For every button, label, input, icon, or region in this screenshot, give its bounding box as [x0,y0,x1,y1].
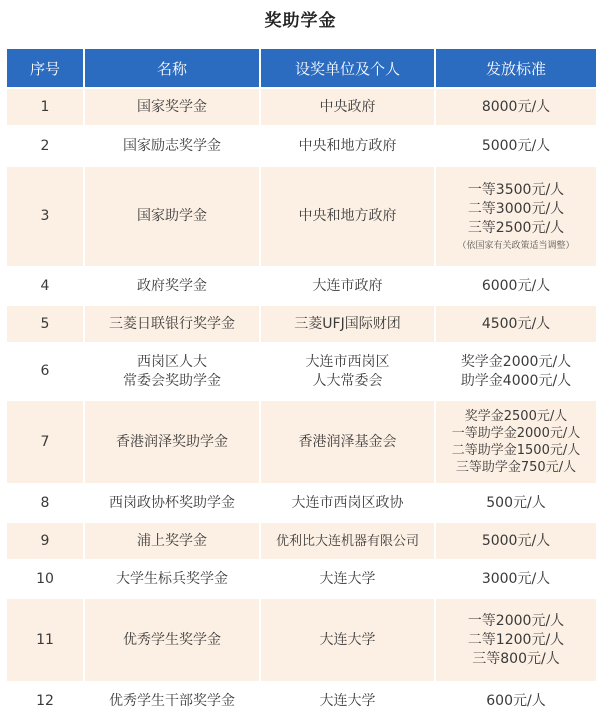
cell-no: 10 [6,560,84,598]
cell-unit [260,484,435,522]
cell-standard [435,484,597,522]
awarding-unit: 优利比大连机器有限公司 [275,533,419,549]
awarding-unit: 香港润泽基金会 [298,433,397,450]
awarding-unit: 大连市政府 [312,277,383,294]
awarding-unit: 大连大学 [319,692,376,709]
table-row [6,522,597,560]
award-standard: 5000元/人 [481,137,551,154]
table-row [6,484,597,522]
cell-unit [260,305,435,343]
cell-no: 2 [6,126,84,166]
cell-unit [260,126,435,166]
table-header-row [6,48,597,88]
header-unit: 设奖单位及个人 [260,48,435,88]
cell-no: 7 [6,400,84,484]
cell-name [84,560,260,598]
award-standard: 3000元/人 [481,570,551,587]
table-row [6,400,597,484]
cell-standard [435,682,597,720]
scholarship-name: 大学生标兵奖学金 [116,570,228,587]
header-no: 序号 [6,48,84,88]
cell-name [84,343,260,400]
cell-no: 1 [6,88,84,126]
cell-standard [435,598,597,682]
cell-standard [435,400,597,484]
cell-no: 9 [6,522,84,560]
cell-unit [260,166,435,267]
scholarship-name: 浦上奖学金 [137,532,207,549]
cell-unit [260,682,435,720]
award-standard: 5000元/人 [481,532,551,549]
awarding-unit: 大连市西岗区 [305,353,390,370]
award-standard: 8000元/人 [481,98,551,115]
award-standard: 一等2000元/人 [467,612,565,629]
cell-no: 4 [6,267,84,305]
policy-note: （依国家有关政策适当调整） [457,240,575,251]
table-row [6,88,597,126]
cell-standard [435,305,597,343]
scholarship-name: 常委会奖助学金 [123,372,221,389]
award-standard: 助学金4000元/人 [460,372,572,389]
scholarship-name: 国家奖学金 [137,98,207,115]
cell-no: 11 [6,598,84,682]
cell-unit [260,598,435,682]
award-standard: 一等3500元/人 [467,181,565,198]
award-standard: 三等助学金750元/人 [455,460,577,475]
cell-no: 5 [6,305,84,343]
award-standard: 奖学金2000元/人 [460,353,572,370]
table-row [6,305,597,343]
cell-name [84,166,260,267]
scholarship-table [5,47,598,721]
table-row [6,343,597,400]
table-row [6,682,597,720]
cell-unit [260,343,435,400]
scholarship-name: 香港润泽奖助学金 [116,433,228,450]
cell-standard [435,267,597,305]
cell-name [84,598,260,682]
award-standard: 二等3000元/人 [467,200,565,217]
cell-unit [260,522,435,560]
awarding-unit: 大连大学 [319,631,376,648]
awarding-unit: 中央政府 [319,98,376,115]
awarding-unit: 中央和地方政府 [298,208,397,224]
cell-name [84,522,260,560]
award-standard: 6000元/人 [481,277,551,294]
cell-name [84,400,260,484]
page-title: 奖助学金 [264,11,337,31]
table-row [6,126,597,166]
cell-unit [260,88,435,126]
cell-unit [260,400,435,484]
award-standard: 奖学金2500元/人 [464,409,568,424]
awarding-unit: 大连大学 [319,570,376,587]
cell-name [84,484,260,522]
award-standard: 500元/人 [486,494,546,511]
cell-name [84,126,260,166]
award-standard: 三等800元/人 [472,650,560,667]
header-standard: 发放标准 [435,48,597,88]
awarding-unit: 大连市西岗区政协 [291,494,404,511]
cell-standard [435,126,597,166]
awarding-unit: 中央和地方政府 [298,137,397,154]
scholarship-name: 优秀学生干部奖学金 [109,692,235,709]
cell-no: 8 [6,484,84,522]
scholarship-name: 西岗政协杯奖助学金 [109,494,235,511]
table-row [6,166,597,267]
cell-standard [435,522,597,560]
scholarship-name: 三菱日联银行奖学金 [109,315,235,332]
cell-no: 3 [6,166,84,267]
awarding-unit: 人大常委会 [312,372,383,389]
cell-no: 12 [6,682,84,720]
award-standard: 三等2500元/人 [467,219,565,236]
cell-standard [435,560,597,598]
award-standard: 二等1200元/人 [467,631,565,648]
header-name: 名称 [84,48,260,88]
scholarship-name: 西岗区人大 [137,353,207,370]
cell-standard [435,88,597,126]
cell-name [84,88,260,126]
award-standard: 一等助学金2000元/人 [451,426,581,441]
cell-name [84,267,260,305]
cell-unit [260,560,435,598]
scholarship-name: 国家励志奖学金 [123,137,221,154]
table-row [6,267,597,305]
award-standard: 600元/人 [486,692,546,709]
cell-name [84,682,260,720]
cell-unit [260,267,435,305]
award-standard: 二等助学金1500元/人 [451,443,581,458]
table-body [6,88,597,720]
cell-standard [435,343,597,400]
cell-name [84,305,260,343]
scholarship-name: 国家助学金 [137,208,207,224]
scholarship-name: 政府奖学金 [137,277,207,294]
award-standard: 4500元/人 [481,315,551,332]
table-row [6,598,597,682]
table-row [6,560,597,598]
scholarship-name: 优秀学生奖学金 [123,631,221,648]
cell-no: 6 [6,343,84,400]
cell-standard [435,166,597,267]
awarding-unit: 三菱UFJ国际财团 [294,315,401,332]
